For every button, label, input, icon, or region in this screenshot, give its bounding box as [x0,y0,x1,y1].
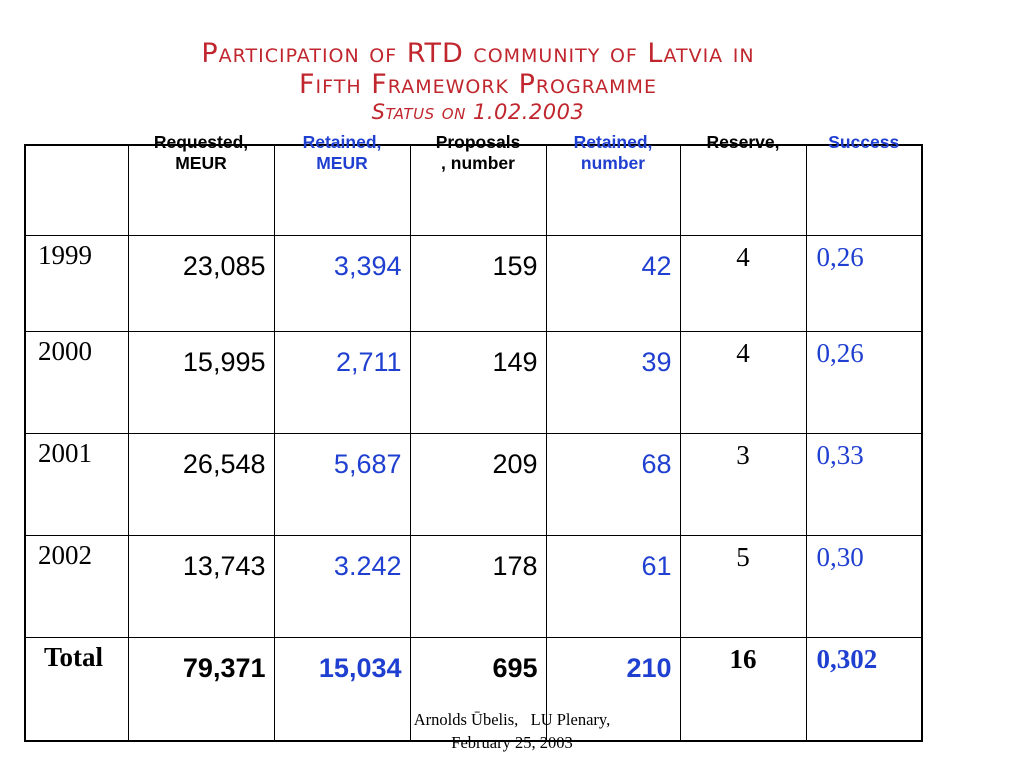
requested-cell: 15,995 [128,332,274,434]
participation-table [24,132,923,742]
table-row [25,536,922,638]
page-title-line-2: Fifth Framework Programme [299,69,657,100]
year-cell: 2001 [25,434,128,536]
requested-cell: 13,743 [128,536,274,638]
footer-author: Arnolds Ūbelis, LU Plenary, [413,710,611,729]
success-cell: 0,26 [806,332,922,434]
total-requested-cell: 79,371 [128,638,274,742]
proposals-cell: 149 [410,332,546,434]
proposals-cell: 209 [410,434,546,536]
total-proposals-cell: 695 [410,638,546,742]
status-subtitle: Status on 1.02.2003 [371,100,585,124]
total-label-cell: Total [25,638,128,742]
header-label: Requested, [153,132,249,152]
header-label: , number [441,153,515,173]
footer-date: February 25, 2003 [451,733,573,752]
header-label: Reserve, [706,132,780,152]
header-cell-empty [25,145,128,236]
header-label: MEUR [316,153,368,173]
header-label: Retained, [302,132,382,152]
proposals-cell: 178 [410,536,546,638]
header-label: Proposals [435,132,521,152]
success-cell: 0,30 [806,536,922,638]
total-retained-meur-cell: 15,034 [274,638,410,742]
retained-meur-cell: 3,394 [274,236,410,332]
success-cell: 0,26 [806,236,922,332]
header-cell-reserve [680,132,806,236]
header-cell-retained-meur [274,132,410,236]
total-retained-number-cell: 210 [546,638,680,742]
table-header-row [25,145,922,236]
requested-cell: 23,085 [128,236,274,332]
requested-cell: 26,548 [128,434,274,536]
retained-meur-cell: 3.242 [274,536,410,638]
retained-number-cell: 42 [546,236,680,332]
retained-number-cell: 68 [546,434,680,536]
title-block [0,38,956,124]
year-cell: 1999 [25,236,128,332]
total-success-cell: 0,302 [806,638,922,742]
reserve-cell: 5 [680,536,806,638]
year-cell: 2002 [25,536,128,638]
header-cell-requested [128,132,274,236]
retained-number-cell: 61 [546,536,680,638]
retained-number-cell: 39 [546,332,680,434]
header-label: number [580,153,646,173]
reserve-cell: 4 [680,236,806,332]
header-cell-retained-number [546,132,680,236]
table-row [25,332,922,434]
year-cell: 2000 [25,332,128,434]
total-reserve-cell: 16 [680,638,806,742]
table-row [25,434,922,536]
header-label: Success [828,132,900,152]
header-cell-success [806,132,922,236]
reserve-cell: 3 [680,434,806,536]
reserve-cell: 4 [680,332,806,434]
footer [0,708,1024,754]
retained-meur-cell: 5,687 [274,434,410,536]
success-cell: 0,33 [806,434,922,536]
table-row [25,236,922,332]
header-cell-proposals [410,132,546,236]
proposals-cell: 159 [410,236,546,332]
header-label: Retained, [573,132,653,152]
page-title-line-1: Participation of RTD community of Latvia in [201,38,755,69]
retained-meur-cell: 2,711 [274,332,410,434]
header-label: MEUR [175,153,227,173]
